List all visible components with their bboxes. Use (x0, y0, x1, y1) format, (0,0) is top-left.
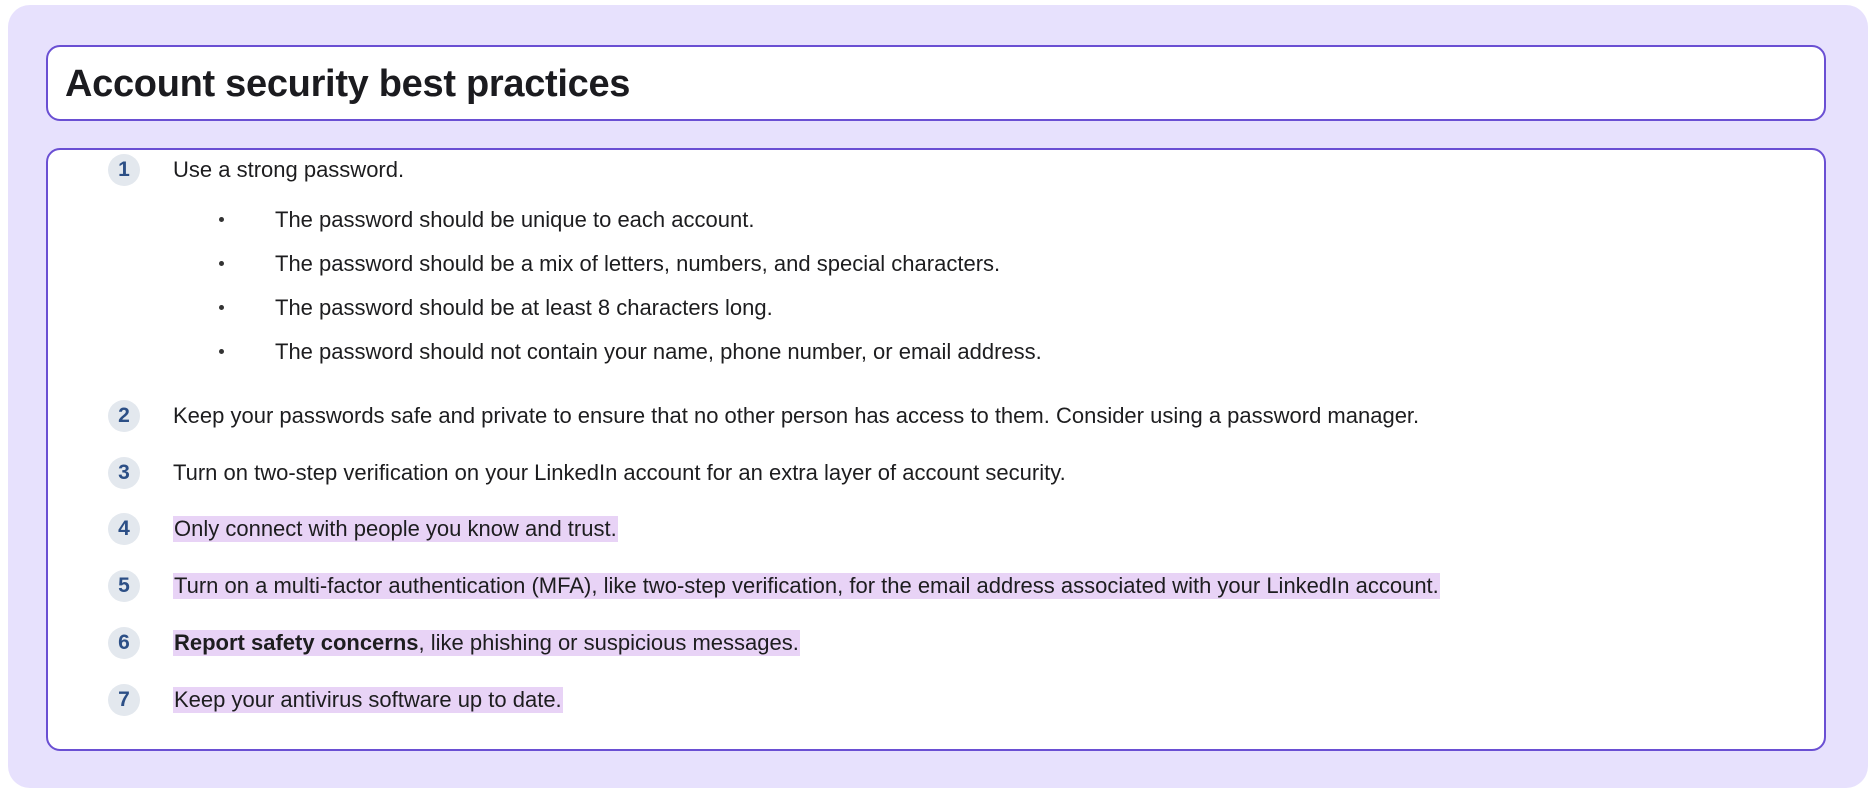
step-text-suffix: , like phishing or suspicious messages. (418, 630, 799, 655)
step-text-highlighted: Turn on a multi-factor authentication (MFA), like two-step verification, for the email address associated with your LinkedIn account. (174, 573, 1439, 598)
step-number-badge: 5 (108, 570, 140, 602)
step-number-badge: 2 (108, 400, 140, 432)
bullet-item-4 (48, 336, 1824, 368)
list-item-5 (48, 568, 1824, 604)
list-item-1 (48, 152, 1824, 188)
bullet-text: The password should not contain your name, phone number, or email address. (275, 339, 1042, 364)
page-frame (8, 5, 1868, 788)
page-title: Account security best practices (65, 63, 631, 105)
list-item-4 (48, 511, 1824, 547)
bullet-dot-icon (219, 261, 224, 266)
step-number-badge: 4 (108, 513, 140, 545)
step-text-highlighted: Only connect with people you know and trust. (174, 516, 617, 541)
bullet-item-3 (48, 292, 1824, 324)
step-number-badge: 3 (108, 457, 140, 489)
report-safety-concerns-text: Report safety concerns (174, 630, 419, 655)
list-item-2 (48, 398, 1824, 434)
title-card (46, 45, 1826, 121)
step-number-badge: 1 (108, 154, 140, 186)
practices-list (46, 148, 1826, 751)
step-text: Use a strong password. (173, 157, 405, 182)
step-text: Keep your passwords safe and private to ensure that no other person has access to them. Consider using a password manager. (173, 403, 1420, 428)
step-number-badge: 7 (108, 684, 140, 716)
bullet-item-2 (48, 248, 1824, 280)
step-text-highlighted: Keep your antivirus software up to date. (174, 687, 562, 712)
step-text: Turn on two-step verification on your LinkedIn account for an extra layer of account security. (173, 460, 1066, 485)
bullet-dot-icon (219, 349, 224, 354)
bullet-item-1 (48, 204, 1824, 236)
step-text-highlighted (173, 630, 800, 656)
bullet-text: The password should be at least 8 characters long. (275, 295, 773, 320)
bullet-dot-icon (219, 217, 224, 222)
list-item-6 (48, 625, 1824, 661)
bullet-dot-icon (219, 305, 224, 310)
list-item-7 (48, 682, 1824, 718)
step-number-badge: 6 (108, 627, 140, 659)
list-item-3 (48, 455, 1824, 491)
bullet-text: The password should be a mix of letters, numbers, and special characters. (275, 251, 1001, 276)
bullet-text: The password should be unique to each account. (275, 207, 755, 232)
